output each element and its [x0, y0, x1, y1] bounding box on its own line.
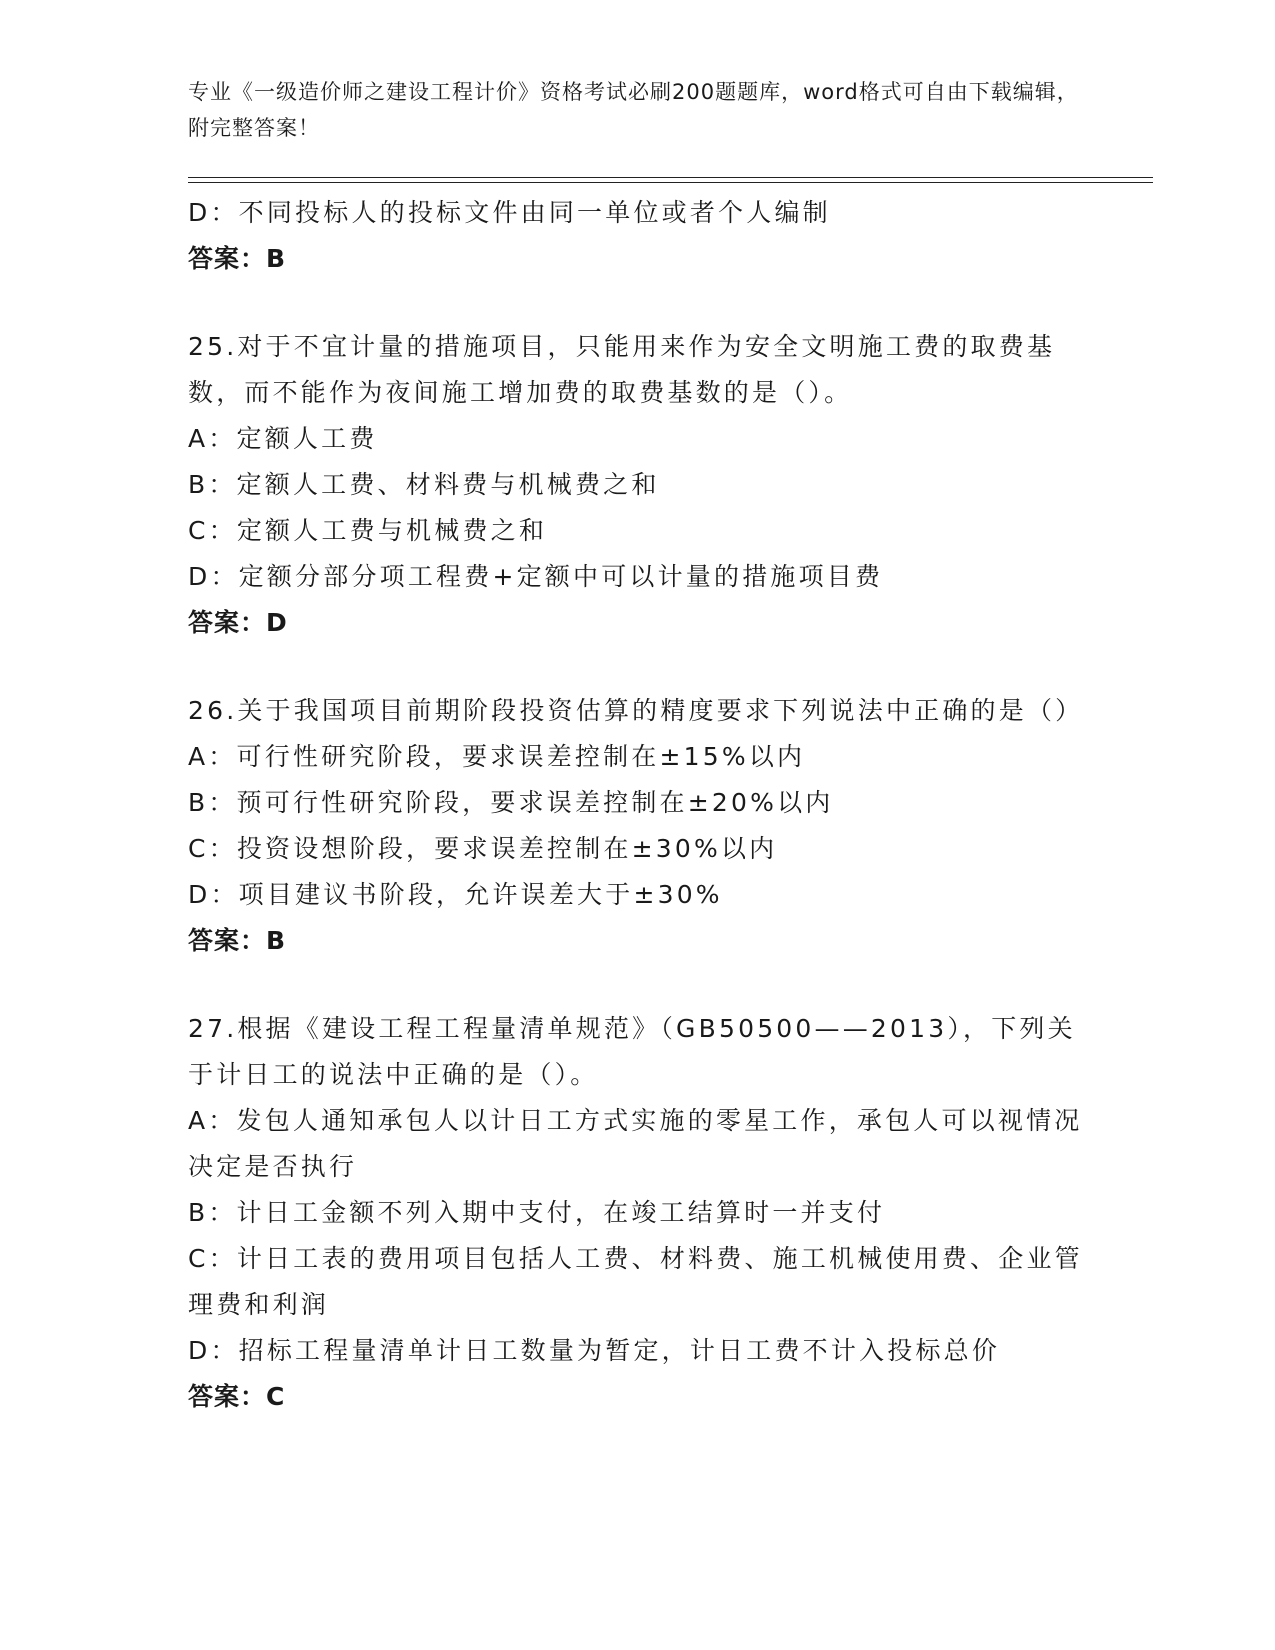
- header-text: 专业《一级造价师之建设工程计价》资格考试必刷200题题库，word格式可自由下载编辑，附完整答案！: [188, 80, 1079, 140]
- option-b: B：计日工金额不列入期中支付，在竣工结算时一并支付: [188, 1198, 886, 1227]
- document-body: [188, 190, 1088, 1420]
- question-26: [188, 688, 1088, 964]
- question-stem: 27.根据《建设工程工程量清单规范》（GB50500——2013），下列关于计日工的说法中正确的是（）。: [188, 1014, 1076, 1089]
- option-d: D：不同投标人的投标文件由同一单位或者个人编制: [188, 198, 831, 227]
- option-c: C：计日工表的费用项目包括人工费、材料费、施工机械使用费、企业管理费和利润: [188, 1244, 1083, 1319]
- answer: 答案：B: [188, 244, 287, 273]
- header-divider-bottom: [188, 182, 1153, 183]
- option-a: A：发包人通知承包人以计日工方式实施的零星工作，承包人可以视情况决定是否执行: [188, 1106, 1083, 1181]
- option-c: C：定额人工费与机械费之和: [188, 516, 548, 545]
- option-d: D：招标工程量清单计日工数量为暂定，计日工费不计入投标总价: [188, 1336, 1001, 1365]
- answer: 答案：C: [188, 1382, 286, 1411]
- option-d: D：项目建议书阶段，允许误差大于±30%: [188, 880, 723, 909]
- option-c: C：投资设想阶段，要求误差控制在±30%以内: [188, 834, 778, 863]
- answer: 答案：B: [188, 926, 287, 955]
- answer: 答案：D: [188, 608, 288, 637]
- option-b: B：预可行性研究阶段，要求误差控制在±20%以内: [188, 788, 834, 817]
- option-a: A：可行性研究阶段，要求误差控制在±15%以内: [188, 742, 806, 771]
- option-a: A：定额人工费: [188, 424, 378, 453]
- previous-question-tail: [188, 190, 1088, 282]
- question-25: [188, 324, 1088, 646]
- question-stem: 26.关于我国项目前期阶段投资估算的精度要求下列说法中正确的是（）: [188, 696, 1084, 725]
- question-27: [188, 1006, 1088, 1420]
- question-stem: 25.对于不宜计量的措施项目，只能用来作为安全文明施工费的取费基数，而不能作为夜间施工增加费的取费基数的是（）。: [188, 332, 1056, 407]
- header-divider-top: [188, 177, 1153, 178]
- document-header: [188, 74, 1088, 146]
- option-d: D：定额分部分项工程费+定额中可以计量的措施项目费: [188, 562, 884, 591]
- option-b: B：定额人工费、材料费与机械费之和: [188, 470, 660, 499]
